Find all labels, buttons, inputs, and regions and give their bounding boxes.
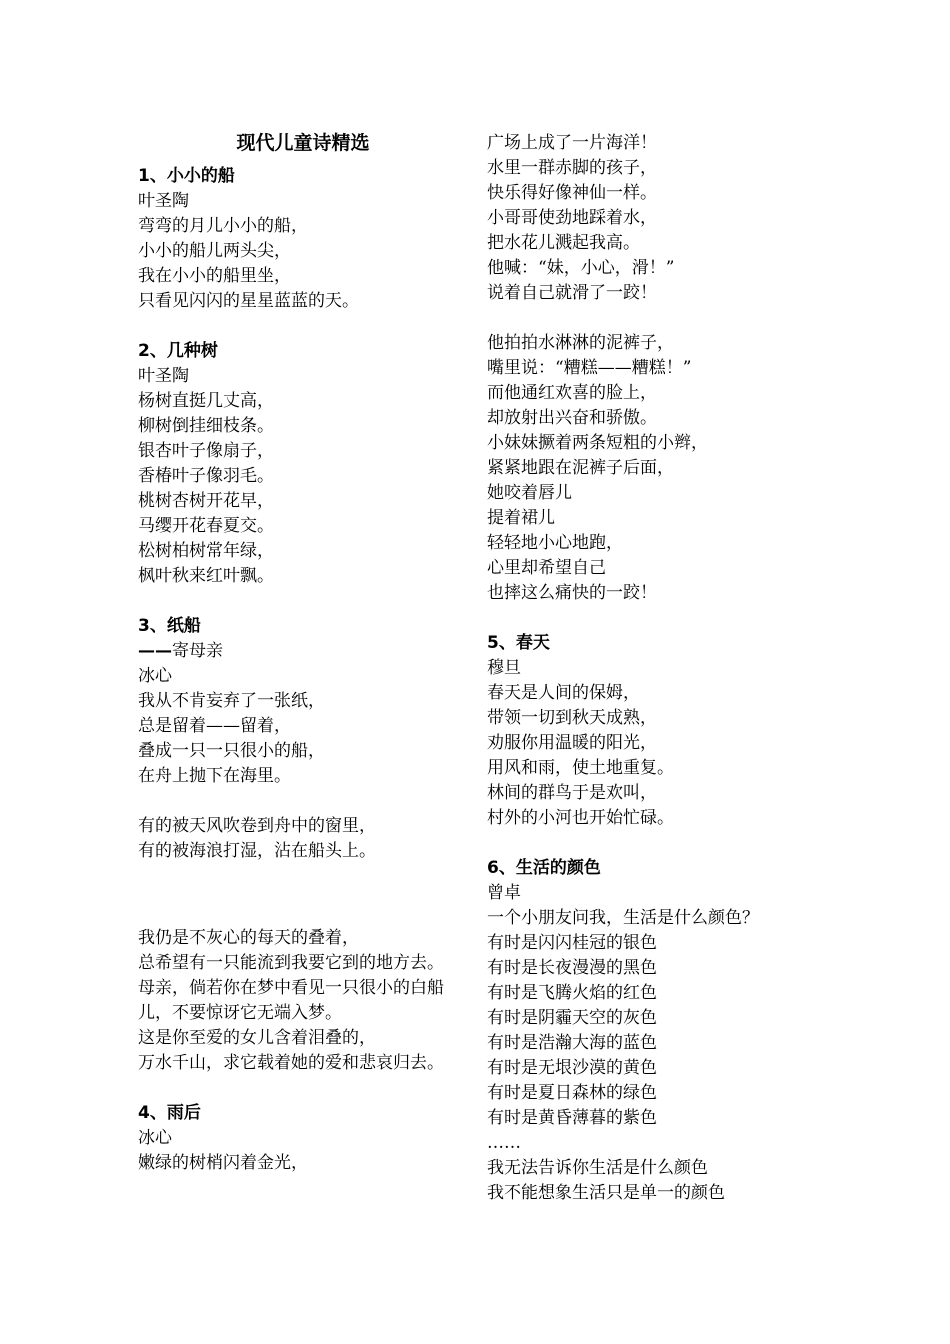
poem-line: 他喊：“妹，小心，滑！” [487, 258, 675, 278]
poem-line: 总希望有一只能流到我要它到的地方去。 [138, 953, 444, 973]
poem-line: 村外的小河也开始忙碌。 [487, 808, 674, 828]
poem-3 [138, 614, 468, 1076]
subtitle-text: 寄母亲 [172, 641, 223, 661]
poem-1 [138, 164, 468, 314]
poem-author: 叶圣陶 [138, 366, 189, 386]
poem-author: 冰心 [138, 666, 172, 686]
poem-line: 心里却希望自己 [487, 558, 606, 578]
poem-author: 曾卓 [487, 883, 521, 903]
poem-line: 叠成一只一只很小的船， [138, 741, 325, 761]
poem-line: 有时是夏日森林的绿色 [487, 1083, 657, 1103]
poem-line: 劝服你用温暖的阳光， [487, 733, 657, 753]
poem-line: 我从不肯妄弃了一张纸， [138, 691, 325, 711]
poem-author: 叶圣陶 [138, 191, 189, 211]
poem-line: 母亲，倘若你在梦中看见一只很小的白船儿，不要惊讶它无端入梦。 [138, 978, 444, 1023]
spacer [138, 314, 468, 339]
poem-line: 他拍拍水淋淋的泥裤子， [487, 333, 674, 353]
poem-line: 却放射出兴奋和骄傲。 [487, 408, 657, 428]
poem-line: 有时是闪闪桂冠的银色 [487, 933, 657, 953]
poem-line: 总是留着——留着， [138, 716, 291, 736]
poem-subtitle [138, 639, 468, 664]
poem-line: 这是你至爱的女儿含着泪叠的， [138, 1028, 376, 1048]
poem-line: 用风和雨，使土地重复。 [487, 758, 674, 778]
document-title: 现代儿童诗精选 [236, 132, 370, 154]
poem-line: 带领一切到秋天成熟， [487, 708, 657, 728]
poem-line: 林间的群鸟于是欢叫， [487, 783, 657, 803]
poem-line: 她咬着唇儿 [487, 483, 572, 503]
poem-5 [487, 631, 817, 831]
poem-line: 香椿叶子像羽毛。 [138, 466, 274, 486]
poem-line: 我仍是不灰心的每天的叠着， [138, 928, 359, 948]
poem-line: 也摔这么痛快的一跤！ [487, 583, 657, 603]
poem-line: 有时是飞腾火焰的红色 [487, 983, 657, 1003]
poem-line: 把水花儿溅起我高。 [487, 233, 640, 253]
poem-line: 而他通红欢喜的脸上， [487, 383, 657, 403]
poem-line: 小哥哥使劲地踩着水， [487, 208, 657, 228]
poem-heading: 2、几种树 [138, 341, 218, 361]
poem-line: 杨树直挺几丈高， [138, 391, 274, 411]
poem-heading: 3、纸船 [138, 616, 201, 636]
poem-line: 快乐得好像神仙一样。 [487, 183, 657, 203]
poem-line: 枫叶秋来红叶飘。 [138, 566, 274, 586]
poem-line: 弯弯的月儿小小的船， [138, 216, 308, 236]
poem-line: 紧紧地跟在泥裤子后面， [487, 458, 674, 478]
poem-line: 有时是长夜漫漫的黑色 [487, 958, 657, 978]
poem-line: 一个小朋友问我，生活是什么颜色？ [487, 908, 759, 928]
poem-line: 我不能想象生活只是单一的颜色 [487, 1183, 725, 1203]
poem-line: 我在小小的船里坐， [138, 266, 291, 286]
right-column [487, 131, 817, 1206]
spacer [138, 1076, 468, 1101]
spacer [138, 789, 468, 814]
poem-line: 松树柏树常年绿， [138, 541, 274, 561]
spacer [138, 589, 468, 614]
poem-heading: 1、小小的船 [138, 166, 235, 186]
poem-line: 有时是黄昏薄暮的紫色 [487, 1108, 657, 1128]
poem-line: 银杏叶子像扇子， [138, 441, 274, 461]
poem-line: 提着裙儿 [487, 508, 555, 528]
poem-author: 穆旦 [487, 658, 521, 678]
poem-heading: 4、雨后 [138, 1103, 201, 1123]
poem-6 [487, 856, 817, 1206]
poem-line: 桃树杏树开花早， [138, 491, 274, 511]
poem-line: 轻轻地小心地跑， [487, 533, 623, 553]
poem-author: 冰心 [138, 1128, 172, 1148]
poem-line: 柳树倒挂细枝条。 [138, 416, 274, 436]
poem-line: 小小的船儿两头尖， [138, 241, 291, 261]
poem-4 [138, 1101, 468, 1176]
poem-line: 说着自己就滑了一跤！ [487, 283, 657, 303]
poem-line: 我无法告诉你生活是什么颜色 [487, 1158, 708, 1178]
poem-line: 春天是人间的保姆， [487, 683, 640, 703]
poem-line: 在舟上抛下在海里。 [138, 766, 291, 786]
poem-4-continued [487, 131, 817, 606]
poem-line: 有时是无垠沙漠的黄色 [487, 1058, 657, 1078]
spacer [138, 914, 468, 926]
poem-line: 有时是浩瀚大海的蓝色 [487, 1033, 657, 1053]
poem-line: 广场上成了一片海洋！ [487, 133, 657, 153]
poem-line: 水里一群赤脚的孩子， [487, 158, 657, 178]
poem-line: 嘴里说：“糟糕——糟糕！” [487, 358, 692, 378]
spacer [138, 864, 468, 914]
poem-heading: 5、春天 [487, 633, 550, 653]
poem-heading: 6、生活的颜色 [487, 858, 601, 878]
subtitle-dash: —— [138, 641, 172, 661]
left-column [138, 128, 468, 1176]
poem-line: 万水千山，求它载着她的爱和悲哀归去。 [138, 1053, 444, 1073]
spacer [487, 306, 817, 331]
spacer [487, 606, 817, 631]
poem-line: 嫩绿的树梢闪着金光， [138, 1153, 308, 1173]
poem-line: 有的被海浪打湿，沾在船头上。 [138, 841, 376, 861]
poem-2 [138, 339, 468, 589]
spacer [487, 831, 817, 856]
poem-line: 有的被天风吹卷到舟中的窗里， [138, 816, 376, 836]
poem-line: …… [487, 1133, 521, 1153]
poem-line: 有时是阴霾天空的灰色 [487, 1008, 657, 1028]
poem-line: 小妹妹撅着两条短粗的小辫， [487, 433, 708, 453]
poem-line: 只看见闪闪的星星蓝蓝的天。 [138, 291, 359, 311]
poem-line: 马缨开花春夏交。 [138, 516, 274, 536]
